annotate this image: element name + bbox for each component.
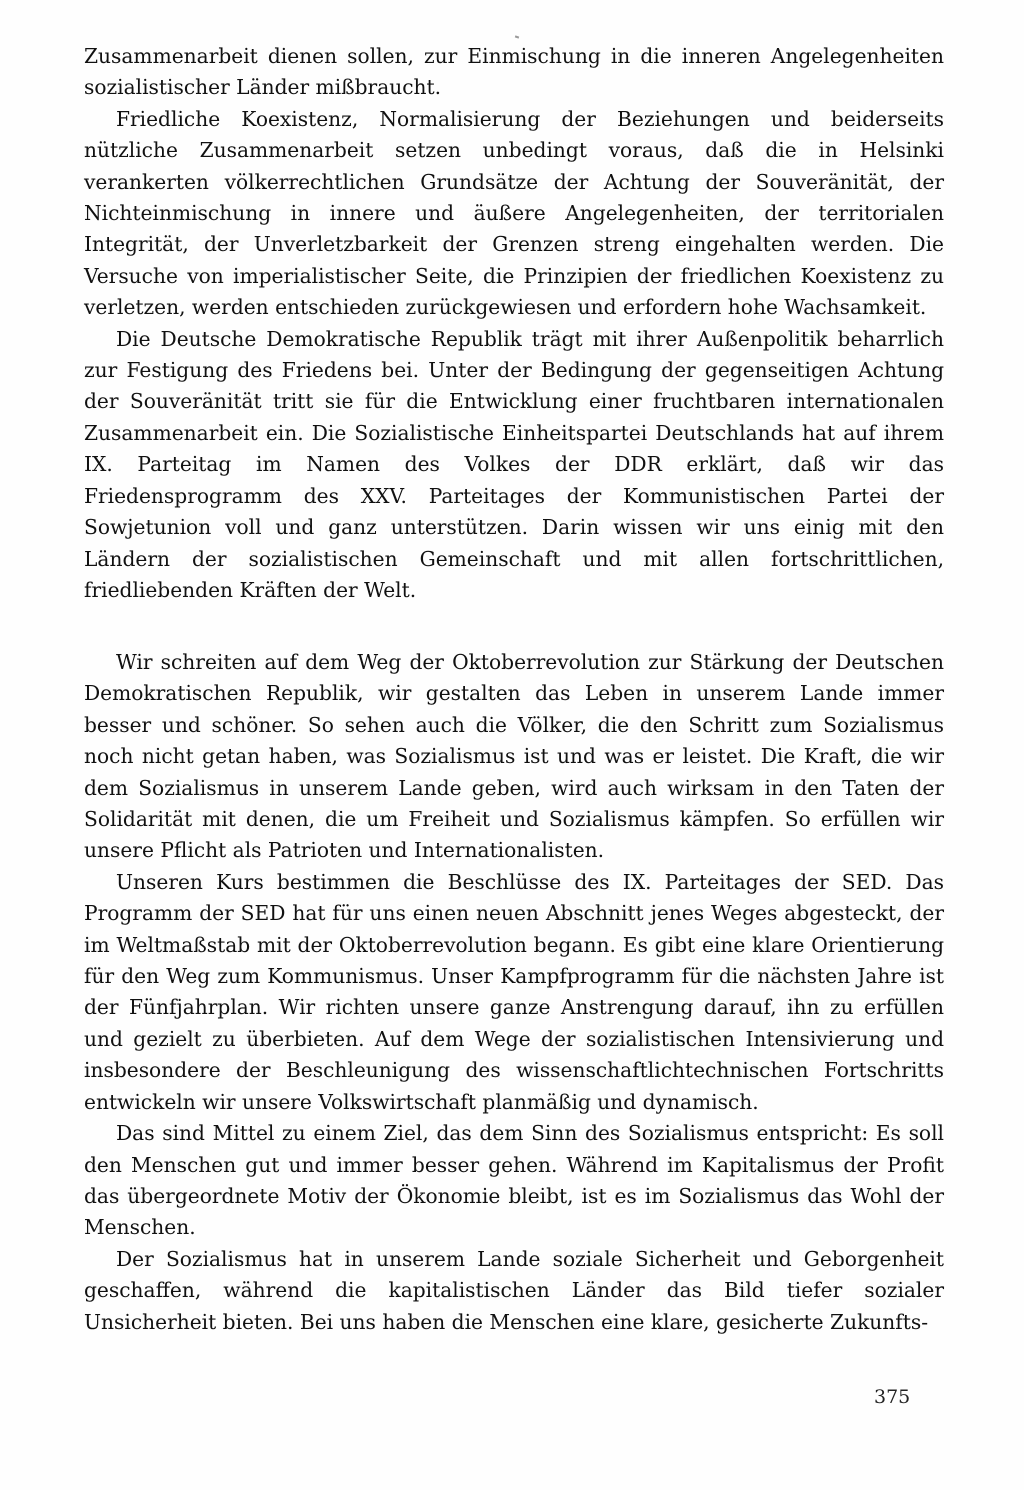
paragraph: Unseren Kurs bestimmen die Beschlüsse des IX. Parteitages der SED. Das Programm der SED hat für uns einen neuen Abschnitt jenes Weges abgesteckt, der im Weltmaßstab mit der Oktoberrevolution begann. Es gibt eine klare Orientierung für den Weg zum Kommunismus. Unser Kampfprogramm für die nächsten Jahre ist der Fünfjahrplan. Wir richten unsere ganze Anstrengung darauf, ihn zu erfüllen und gezielt zu überbieten. Auf dem Wege der sozialistischen Intensivierung und insbesondere der Beschleunigung des wissenschaftlichtechnischen Fortschritts entwickeln wir unsere Volkswirtschaft planmäßig und dynamisch.: [84, 869, 944, 1114]
paragraph: Das sind Mittel zu einem Ziel, das dem Sinn des Sozialismus entspricht: Es soll den Menschen gut und immer besser gehen. Während im Kapitalismus der Profit das übergeordnete Motiv der Ökonomie bleibt, ist es im Sozialismus das Wohl der Menschen.: [84, 1121, 944, 1240]
paragraph: Zusammenarbeit dienen sollen, zur Einmischung in die inneren Angelegenheiten sozialistischer Länder mißbraucht.: [84, 44, 944, 100]
paragraph: Wir schreiten auf dem Weg der Oktoberrevolution zur Stärkung der Deutschen Demokratischen Republik, wir gestalten das Leben in unserem Lande immer besser und schöner. So sehen auch die Völker, die den Schritt zum Sozialismus noch nicht getan haben, was Sozialismus ist und was er leistet. Die Kraft, die wir dem Sozialismus in unserem Lande geben, wird auch wirksam in den Taten der Solidarität mit denen, die um Freiheit und Sozialismus kämpfen. So erfüllen wir unsere Pflicht als Patrioten und Internationalisten.: [84, 650, 944, 863]
paragraph: Der Sozialismus hat in unserem Lande soziale Sicherheit und Geborgenheit geschaffen, während die kapitalistischen Länder das Bild tiefer sozialer Unsicherheit bieten. Bei uns haben die Menschen eine klare, gesicherte Zukunfts-: [84, 1246, 944, 1334]
paragraph: Friedliche Koexistenz, Normalisierung der Beziehungen und beiderseits nützliche Zusammenarbeit setzen unbedingt voraus, daß die in Helsinki verankerten völkerrechtlichen Grundsätze der Achtung der Souveränität, der Nichteinmischung in innere und äußere Angelegenheiten, der territorialen Integrität, der Unverletzbarkeit der Grenzen streng eingehalten werden. Die Versuche von imperialistischer Seite, die Prinzipien der friedlichen Koexistenz zu verletzen, werden entschieden zurückgewiesen und erfordern hohe Wachsamkeit.: [84, 106, 944, 320]
paragraph: Die Deutsche Demokratische Republik trägt mit ihrer Außenpolitik beharrlich zur Festigung des Friedens bei. Unter der Bedingung der gegenseitigen Achtung der Souveränität tritt sie für die Entwicklung einer fruchtbaren internationalen Zusammenarbeit ein. Die Sozialistische Einheitspartei Deutschlands hat auf ihrem IX. Parteitag im Namen des Volkes der DDR erklärt, daß wir das Friedensprogramm des XXV. Parteitages der Kommunistischen Partei der Sowjetunion voll und ganz unterstützen. Darin wissen wir uns einig mit den Ländern der sozialistischen Gemeinschaft und mit allen fortschrittlichen, friedliebenden Kräften der Welt.: [84, 326, 944, 602]
page-number: 375: [874, 1386, 911, 1408]
scan-speck: [515, 35, 519, 38]
text-block-top: [84, 41, 944, 606]
text-block-bottom: [84, 647, 944, 1338]
